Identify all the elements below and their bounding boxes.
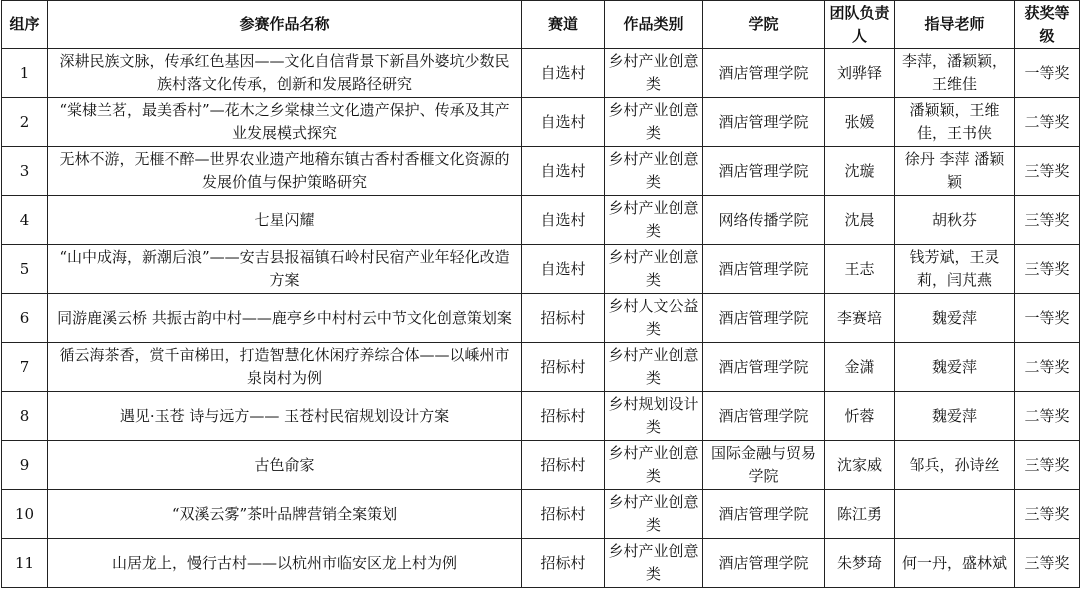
cell-track: 自选村 [522,147,605,196]
cell-award: 三等奖 [1015,196,1080,245]
cell-leader: 忻蓉 [825,392,895,441]
cell-category: 乡村人文公益类 [605,294,703,343]
table-row [2,490,1080,539]
cell-college: 国际金融与贸易学院 [703,441,825,490]
cell-group: 9 [2,441,48,490]
cell-name: 无林不游，无榧不醉—世界农业遗产地稽东镇古香村香榧文化资源的发展价值与保护策略研究 [48,147,522,196]
cell-leader: 金潇 [825,343,895,392]
cell-advisor: 邹兵，孙诗丝 [895,441,1015,490]
cell-category: 乡村产业创意类 [605,539,703,588]
cell-group: 7 [2,343,48,392]
cell-name: “棠棣兰茗，最美香村”—花木之乡棠棣兰文化遗产保护、传承及其产业发展模式探究 [48,98,522,147]
cell-track: 自选村 [522,98,605,147]
cell-advisor: 钱芳斌，王灵莉，闫芃燕 [895,245,1015,294]
cell-leader: 朱梦琦 [825,539,895,588]
cell-advisor: 魏爱萍 [895,294,1015,343]
cell-name: 同游鹿溪云桥 共振古韵中村——鹿亭乡中村村云中节文化创意策划案 [48,294,522,343]
cell-award: 三等奖 [1015,441,1080,490]
cell-category: 乡村产业创意类 [605,196,703,245]
header-name: 参赛作品名称 [48,1,522,49]
header-advisor: 指导老师 [895,1,1015,49]
table-row [2,245,1080,294]
cell-name: 遇见·玉苍 诗与远方—— 玉苍村民宿规划设计方案 [48,392,522,441]
awards-table [1,0,1080,588]
cell-name: 七星闪耀 [48,196,522,245]
cell-advisor [895,490,1015,539]
cell-track: 招标村 [522,343,605,392]
cell-group: 10 [2,490,48,539]
cell-college: 酒店管理学院 [703,392,825,441]
cell-college: 酒店管理学院 [703,490,825,539]
cell-college: 酒店管理学院 [703,147,825,196]
table-row [2,49,1080,98]
cell-college: 酒店管理学院 [703,49,825,98]
cell-group: 4 [2,196,48,245]
cell-award: 一等奖 [1015,294,1080,343]
cell-college: 酒店管理学院 [703,98,825,147]
cell-name: “双溪云雾”茶叶品牌营销全案策划 [48,490,522,539]
header-leader: 团队负责人 [825,1,895,49]
table-row [2,196,1080,245]
cell-award: 三等奖 [1015,245,1080,294]
cell-category: 乡村产业创意类 [605,490,703,539]
cell-advisor: 魏爱萍 [895,392,1015,441]
table-row [2,343,1080,392]
cell-group: 5 [2,245,48,294]
cell-leader: 王志 [825,245,895,294]
cell-category: 乡村规划设计类 [605,392,703,441]
cell-track: 招标村 [522,294,605,343]
cell-name: “山中成海，新潮后浪”——安吉县报福镇石岭村民宿产业年轻化改造方案 [48,245,522,294]
table-row [2,98,1080,147]
cell-category: 乡村产业创意类 [605,245,703,294]
table-row [2,441,1080,490]
cell-college: 酒店管理学院 [703,343,825,392]
cell-award: 二等奖 [1015,343,1080,392]
cell-category: 乡村产业创意类 [605,343,703,392]
cell-leader: 陈江勇 [825,490,895,539]
cell-advisor: 李萍，潘颖颖，王维佳 [895,49,1015,98]
cell-award: 三等奖 [1015,147,1080,196]
cell-group: 2 [2,98,48,147]
cell-college: 酒店管理学院 [703,245,825,294]
cell-award: 一等奖 [1015,49,1080,98]
cell-leader: 刘骅铎 [825,49,895,98]
header-group: 组序 [2,1,48,49]
cell-group: 8 [2,392,48,441]
cell-advisor: 魏爱萍 [895,343,1015,392]
table-row [2,147,1080,196]
cell-award: 三等奖 [1015,539,1080,588]
table-body [2,49,1080,588]
cell-advisor: 徐丹 李萍 潘颖颖 [895,147,1015,196]
cell-college: 酒店管理学院 [703,294,825,343]
cell-name: 深耕民族文脉，传承红色基因——文化自信背景下新昌外婆坑少数民族村落文化传承，创新和发展路径研究 [48,49,522,98]
cell-award: 三等奖 [1015,490,1080,539]
table-row [2,392,1080,441]
cell-award: 二等奖 [1015,98,1080,147]
cell-leader: 沈家威 [825,441,895,490]
header-category: 作品类别 [605,1,703,49]
cell-track: 招标村 [522,392,605,441]
cell-advisor: 胡秋芬 [895,196,1015,245]
cell-track: 招标村 [522,539,605,588]
header-award: 获奖等级 [1015,1,1080,49]
cell-name: 山居龙上，慢行古村——以杭州市临安区龙上村为例 [48,539,522,588]
cell-category: 乡村产业创意类 [605,98,703,147]
cell-advisor: 何一丹，盛林斌 [895,539,1015,588]
cell-leader: 李赛培 [825,294,895,343]
cell-leader: 沈璇 [825,147,895,196]
cell-college: 网络传播学院 [703,196,825,245]
header-track: 赛道 [522,1,605,49]
cell-leader: 沈晨 [825,196,895,245]
cell-track: 招标村 [522,441,605,490]
cell-group: 3 [2,147,48,196]
cell-college: 酒店管理学院 [703,539,825,588]
cell-category: 乡村产业创意类 [605,49,703,98]
header-college: 学院 [703,1,825,49]
cell-category: 乡村产业创意类 [605,147,703,196]
cell-category: 乡村产业创意类 [605,441,703,490]
header-row [2,1,1080,49]
cell-track: 自选村 [522,196,605,245]
cell-track: 招标村 [522,490,605,539]
cell-track: 自选村 [522,245,605,294]
cell-award: 二等奖 [1015,392,1080,441]
table-row [2,294,1080,343]
cell-name: 古色俞家 [48,441,522,490]
table-row [2,539,1080,588]
cell-track: 自选村 [522,49,605,98]
cell-name: 循云海茶香，赏千亩梯田，打造智慧化休闲疗养综合体——以嵊州市泉岗村为例 [48,343,522,392]
cell-group: 6 [2,294,48,343]
cell-group: 11 [2,539,48,588]
cell-advisor: 潘颖颖，王维佳，王书侠 [895,98,1015,147]
cell-leader: 张媛 [825,98,895,147]
cell-group: 1 [2,49,48,98]
